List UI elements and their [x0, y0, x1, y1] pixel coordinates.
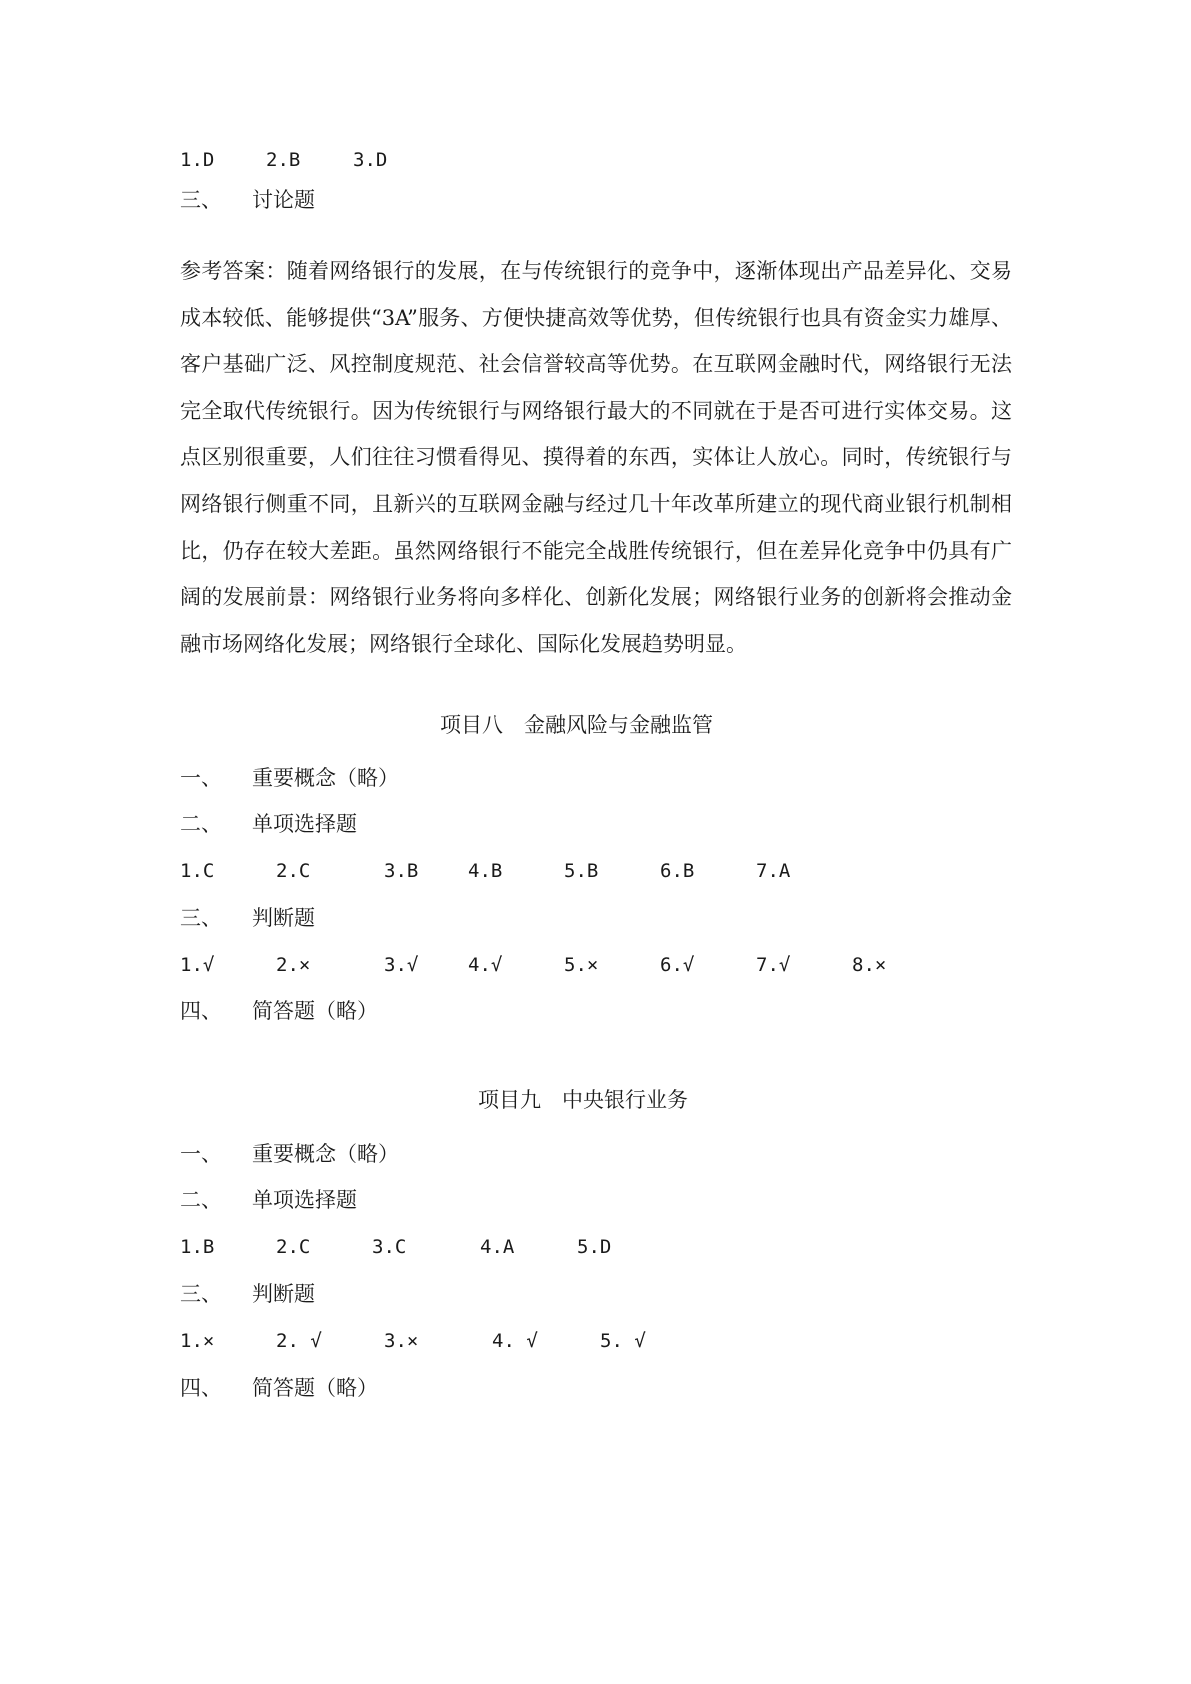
section-number: 一、 — [180, 1142, 222, 1166]
section-number: 四、 — [180, 999, 222, 1023]
section-number: 三、 — [180, 1282, 222, 1306]
answer-item: 5. √ — [600, 1330, 646, 1352]
section-heading — [180, 809, 357, 839]
answer-item: 1.C — [180, 860, 215, 882]
section-heading — [180, 996, 378, 1026]
answer-item: 3.× — [384, 1330, 419, 1352]
answer-item: 7.√ — [756, 954, 791, 976]
answer-item: 1.× — [180, 1330, 215, 1352]
section-number: 二、 — [180, 1188, 222, 1212]
section-heading — [180, 763, 399, 793]
answer-label: 参考答案： — [180, 259, 287, 283]
answer-item: 8.× — [852, 954, 887, 976]
answer-item: 2. √ — [276, 1330, 322, 1352]
project-title — [440, 710, 713, 740]
section-number: 一、 — [180, 766, 222, 790]
answer-item: 2.B — [266, 149, 301, 171]
section-title: 判断题 — [252, 906, 315, 930]
section-number: 二、 — [180, 812, 222, 836]
section-heading — [180, 1373, 378, 1403]
section-title: 简答题（略） — [252, 999, 378, 1023]
answer-item: 1.B — [180, 1236, 215, 1258]
answer-item: 2.C — [276, 860, 311, 882]
answer-item: 3.D — [353, 149, 388, 171]
section-number: 三、 — [180, 188, 222, 212]
project-name: 金融风险与金融监管 — [524, 713, 713, 737]
answer-text: 随着网络银行的发展，在与传统银行的竞争中，逐渐体现出产品差异化、交易成本较低、能够提供“3A”服务、方便快捷高效等优势，但传统银行也具有资金实力雄厚、客户基础广泛、风控制度规范、社会信誉较高等优势。在互联网金融时代，网络银行无法完全取代传统银行。因为传统银行与网络银行最大的不同就在于是否可进行实体交易。这点区别很重要，人们往往习惯看得见、摸得着的东西，实体让人放心。同时，传统银行与网络银行侧重不同，且新兴的互联网金融与经过几十年改革所建立的现代商业银行机制相比，仍存在较大差距。虽然网络银行不能完全战胜传统银行，但在差异化竞争中仍具有广阔的发展前景：网络银行业务将向多样化、创新化发展；网络银行业务的创新将会推动金融市场网络化发展；网络银行全球化、国际化发展趋势明显。 — [180, 259, 1013, 656]
section-heading — [180, 903, 315, 933]
answer-item: 6.B — [660, 860, 695, 882]
section-title: 重要概念（略） — [252, 1142, 399, 1166]
section-title: 单项选择题 — [252, 1188, 357, 1212]
answer-item: 7.A — [756, 860, 791, 882]
answer-item: 2.× — [276, 954, 311, 976]
section-title: 单项选择题 — [252, 812, 357, 836]
section-title: 讨论题 — [252, 188, 315, 212]
answer-item: 1.D — [180, 149, 215, 171]
section-heading — [180, 185, 315, 215]
answer-item: 4.B — [468, 860, 503, 882]
answer-item: 4.A — [480, 1236, 515, 1258]
section-heading — [180, 1279, 315, 1309]
answer-item: 4. √ — [492, 1330, 538, 1352]
answer-item: 4.√ — [468, 954, 503, 976]
section-title: 简答题（略） — [252, 1376, 378, 1400]
section-title: 判断题 — [252, 1282, 315, 1306]
section-title: 重要概念（略） — [252, 766, 399, 790]
section-number: 四、 — [180, 1376, 222, 1400]
project-title — [478, 1085, 688, 1115]
answer-item: 3.√ — [384, 954, 419, 976]
answer-item: 3.B — [384, 860, 419, 882]
reference-answer-paragraph — [180, 248, 1012, 667]
project-number: 项目八 — [440, 713, 503, 737]
answer-item: 6.√ — [660, 954, 695, 976]
answer-item: 5.× — [564, 954, 599, 976]
section-heading — [180, 1185, 357, 1215]
project-number: 项目九 — [478, 1088, 541, 1112]
project-name: 中央银行业务 — [562, 1088, 688, 1112]
answer-item: 3.C — [372, 1236, 407, 1258]
section-heading — [180, 1139, 399, 1169]
answer-item: 2.C — [276, 1236, 311, 1258]
answer-item: 1.√ — [180, 954, 215, 976]
section-number: 三、 — [180, 906, 222, 930]
answer-item: 5.D — [577, 1236, 612, 1258]
answer-item: 5.B — [564, 860, 599, 882]
